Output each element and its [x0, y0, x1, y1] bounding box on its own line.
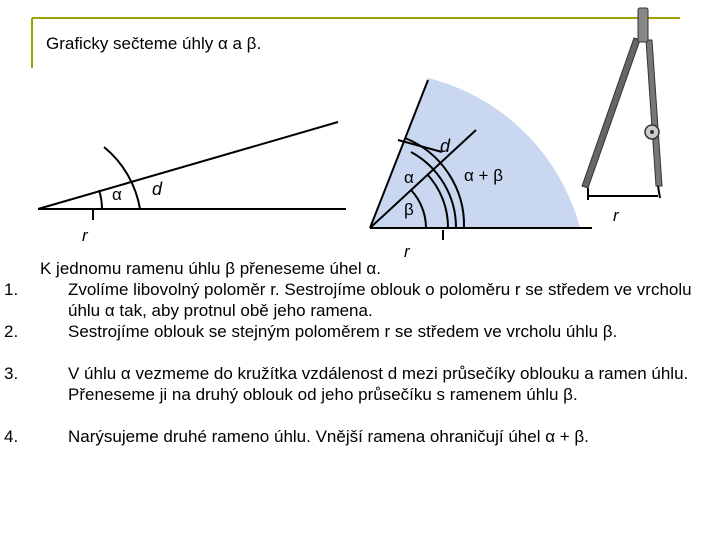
label-alpha-left: α: [112, 185, 122, 204]
sum-angle-sector: [370, 78, 580, 228]
step-text: V úhlu α vezmeme do kružítka vzdálenost d mezi průsečíky oblouku a ramen úhlu. Přeneseme ji na druhý oblouk od jeho průsečíku s ramenem úhlu β.: [68, 364, 689, 404]
alpha-radius-arc: [104, 147, 140, 209]
step-number: 4.: [4, 427, 19, 446]
compass-icon: [582, 8, 662, 200]
compass-left-leg: [582, 38, 640, 188]
label-r-left: r: [82, 226, 88, 245]
page-title: Graficky sečteme úhly α a β.: [46, 34, 262, 53]
intro-text: K jednomu ramenu úhlu β přeneseme úhel α.: [40, 259, 381, 278]
label-r-middle: r: [404, 242, 410, 261]
step-number: 3.: [4, 364, 19, 383]
compass-right-tip: [658, 186, 660, 198]
step-text: Sestrojíme oblouk se stejným poloměrem r se středem ve vrcholu úhlu β.: [68, 322, 618, 341]
step-number: 1.: [4, 280, 19, 299]
label-d-middle: d: [440, 136, 451, 156]
angle-alpha-figure: [38, 122, 346, 220]
step-text: Narýsujeme druhé rameno úhlu. Vnější ramena ohraničují úhel α + β.: [68, 427, 589, 446]
label-beta: β: [404, 200, 414, 219]
compass-hinge-center: [650, 130, 654, 134]
label-d-left: d: [152, 179, 163, 199]
step-number: 2.: [4, 322, 19, 341]
compass-handle: [638, 8, 648, 42]
label-r-compass: r: [613, 206, 619, 225]
compass-right-leg: [646, 40, 662, 186]
alpha-small-arc: [99, 190, 102, 209]
label-alpha-plus-beta: α + β: [464, 166, 503, 185]
label-alpha-middle: α: [404, 168, 414, 187]
alpha-upper-ray: [38, 122, 338, 209]
step-text: Zvolíme libovolný poloměr r. Sestrojíme oblouk o poloměru r se středem ve vrcholu úhlu α tak, aby protnul obě jeho ramena.: [68, 280, 692, 320]
